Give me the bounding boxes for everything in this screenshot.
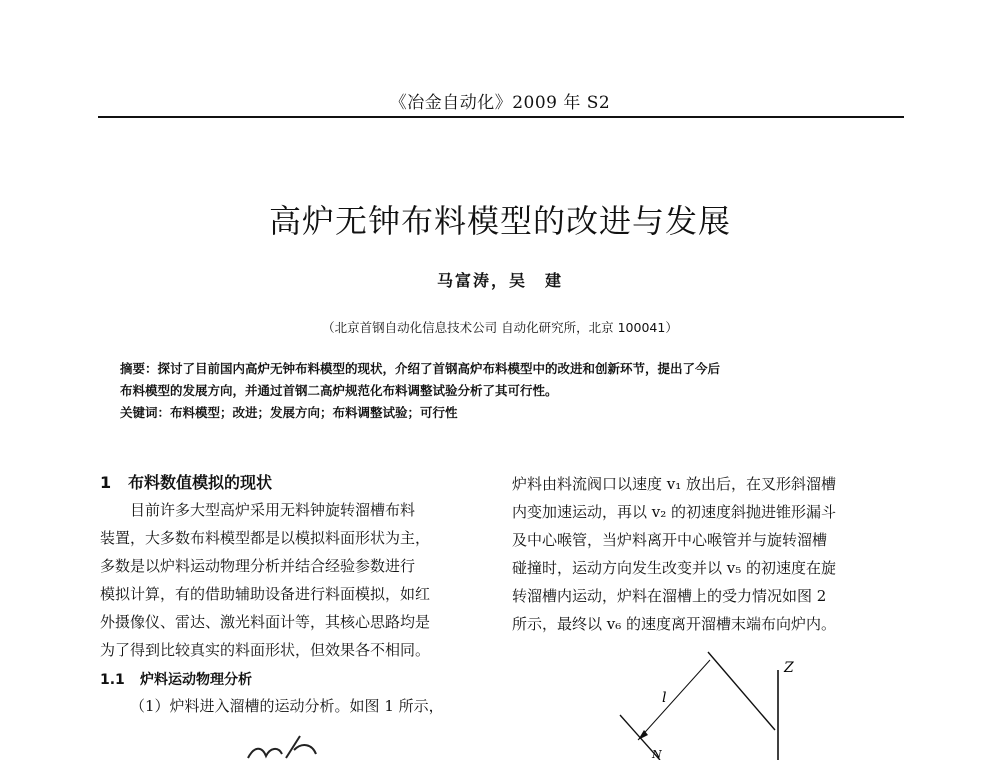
para-line: （1）炉料进入溜槽的运动分析。如图 1 所示， bbox=[130, 697, 444, 715]
keywords-line bbox=[120, 402, 880, 424]
para-line: 内变加速运动，再以 v₂ 的初速度斜抛进锥形漏斗 bbox=[512, 503, 837, 521]
abstract-text-1: 探讨了目前国内高炉无钟布料模型的现状，介绍了首钢高炉布料模型中的改进和创新环节，提出了今后 bbox=[157, 361, 721, 376]
right-paragraph bbox=[512, 470, 904, 638]
affiliation: （北京首钢自动化信息技术公司 自动化研究所，北京 100041） bbox=[322, 320, 678, 335]
para-line: 装置，大多数布料模型都是以模拟料面形状为主， bbox=[100, 529, 431, 547]
abstract-line-1 bbox=[120, 358, 880, 380]
para-line: 转溜槽内运动，炉料在溜槽上的受力情况如图 2 bbox=[512, 587, 827, 605]
para-line: 外摄像仪、雷达、激光料面计等，其核心思路均是 bbox=[100, 613, 431, 631]
section-1-heading bbox=[100, 470, 492, 496]
section-1-title: 布料数值模拟的现状 bbox=[128, 473, 273, 492]
section-1-number: 1 bbox=[100, 473, 112, 492]
length-dimension-line bbox=[638, 660, 710, 740]
journal-header: 《冶金自动化》2009 年 S2 bbox=[389, 93, 611, 113]
para-line: 所示，最终以 v₆ 的速度离开溜槽末端布向炉内。 bbox=[512, 615, 837, 633]
handwritten-mark bbox=[240, 728, 350, 760]
length-arrowhead bbox=[638, 730, 648, 740]
para-line: 碰撞时，运动方向发生改变并以 v₅ 的初速度在旋 bbox=[512, 559, 837, 577]
subsection-1-1-heading bbox=[100, 668, 492, 692]
para-line: 目前许多大型高炉采用无料钟旋转溜槽布料 bbox=[130, 501, 416, 519]
left-column bbox=[100, 470, 492, 720]
z-axis-label: Z bbox=[784, 660, 794, 676]
subsection-1-1-title: 炉料运动物理分析 bbox=[140, 672, 252, 688]
authors: 马富涛，吴 建 bbox=[436, 271, 563, 290]
right-column bbox=[512, 470, 904, 638]
subsection-1-1-paragraph bbox=[100, 692, 492, 720]
figure-2-diagram bbox=[560, 640, 840, 760]
para-line: 模拟计算，有的借助辅助设备进行料面模拟，如红 bbox=[100, 585, 431, 603]
section-1-paragraph bbox=[100, 496, 492, 664]
abstract-line-2: 布料模型的发展方向，并通过首钢二高炉规范化布料调整试验分析了其可行性。 bbox=[120, 383, 558, 398]
subsection-1-1-number: 1.1 bbox=[100, 672, 125, 688]
keywords-label: 关键词： bbox=[120, 405, 171, 420]
chute-line bbox=[708, 652, 775, 730]
abstract-block bbox=[120, 358, 880, 424]
abstract-label: 摘要： bbox=[120, 361, 158, 376]
length-label: l bbox=[662, 690, 667, 706]
paper-title: 高炉无钟布料模型的改进与发展 bbox=[268, 202, 731, 240]
normal-force-label: N bbox=[652, 748, 662, 760]
para-line: 炉料由料流阀口以速度 v₁ 放出后，在叉形斜溜槽 bbox=[512, 475, 837, 493]
para-line: 为了得到比较真实的料面形状，但效果各不相同。 bbox=[100, 641, 431, 659]
para-line: 多数是以炉料运动物理分析并结合经验参数进行 bbox=[100, 557, 416, 575]
header-rule bbox=[98, 116, 904, 118]
keywords-text: 布料模型；改进；发展方向；布料调整试验；可行性 bbox=[170, 405, 458, 420]
para-line: 及中心喉管，当炉料离开中心喉管并与旋转溜槽 bbox=[512, 531, 828, 549]
